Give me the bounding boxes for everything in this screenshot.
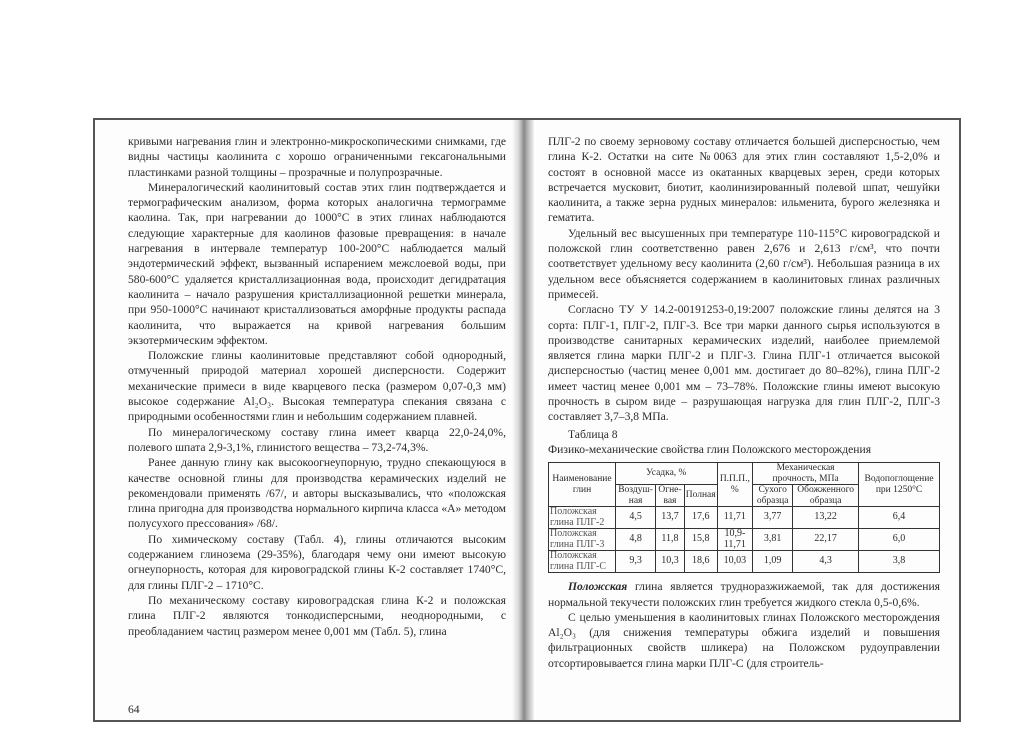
cell-ppp: 10,03	[717, 551, 752, 573]
header-water: Водопоглощение при 1250°С	[859, 463, 940, 507]
cell-total: 17,6	[684, 507, 717, 529]
table-row	[549, 507, 940, 529]
paragraph: Положские глины каолинитовые представляют собой однородный, отмученный природой материал хорошей дисперсности. Содержит механические примеси в виде кварцевого песка (размером 0,07-0,3 мм) высокое содержание Al₂O₃. Высокая температура спекания связана с природными особенностями глин и небольшим содержанием плавней.	[128, 349, 506, 424]
cell-air: 9,3	[616, 551, 656, 573]
table-row	[549, 551, 940, 573]
page-number: 64	[128, 703, 140, 716]
paragraph-text: глина является трудноразжижаемой, так для достижения нормальной текучести положских глин требуется жидкого стекла 0,5-0,6%.	[548, 580, 940, 609]
cell-dry: 3,77	[753, 507, 793, 529]
cell-ppp: 10,9-11,71	[717, 529, 752, 551]
cell-air: 4,8	[616, 529, 656, 551]
paragraph: По химическому составу (Табл. 4), глины отличаются высоким содержанием глинозема (29-35%), благодаря чему они имеют высокую огнеупорность, которая для кировоградской глины К-2 составляет 1740°С, для глины ПЛГ-2 – 1710°С.	[128, 532, 506, 592]
table-caption: Таблица 8	[568, 427, 618, 441]
header-shrinkage-total: Полная	[684, 485, 717, 507]
cell-fired: 4,3	[793, 551, 859, 573]
cell-name: Положская глина ПЛГ-3	[549, 529, 616, 551]
paragraph: Минералогический каолинитовый состав этих глин подтверждается и термографическим анализом, форма которых аналогична термограмме каолина. Так, при нагревании до 1000°С в этих глинах наблюдаются следующие характерные для каолинов фазовые превращения: в начале нагревания в интервале температур 100-200°С наблюдается малый эндотермический эффект, вызванный испарением межслоевой воды, при 580-600°С удаляется кристаллизационная вода, происходит дегидратация каолинита – начало разрушения кристаллизационной решетки минерала, при 950-1000°С начинают кристаллизоваться аморфные продукты распада каолинита, что выражается на кривой нагревания большим экзотермическим эффектом.	[128, 180, 506, 347]
cell-name: Положская глина ПЛГ-С	[549, 551, 616, 573]
header-shrinkage: Усадка, %	[616, 463, 718, 485]
paragraph: Удельный вес высушенных при температуре 110-115°С кировоградской и положской глин соответственно равен 2,676 и 2,613 г/см³, что почти соответствует удельному весу каолинита (2,60 г/см³). Небольшая разница в их удельном весе объясняется содержанием в каолинитовых глинах различных примесей.	[548, 226, 940, 301]
emphasized-word: Положская	[568, 580, 628, 594]
cell-total: 18,6	[684, 551, 717, 573]
cell-fire: 13,7	[656, 507, 685, 529]
paragraph: Ранее данную глину как высокоогнеупорную, трудно спекающуюся в качестве основной глины для производства керамических изделий не рекомендовали применять /67/, и авторы высказывались, что «положская глина пригодна для производства нормального кирпича класса «А» методом полусухого прессования» /68/.	[128, 456, 506, 531]
cell-fire: 11,8	[656, 529, 685, 551]
paragraph	[548, 579, 940, 610]
cell-ppp: 11,71	[717, 507, 752, 529]
cell-water: 6,4	[859, 507, 940, 529]
paragraph: ПЛГ-2 по своему зерновому составу отличается большей дисперсностью, чем глина К-2. Остатки на сите №0063 для этих глин составляют 1,5-2,0% и состоят в основной массе из окатанных кварцевых зерен, среди которых встречается мусковит, биотит, каолинизированный полевой шпат, чешуйки каолинита, а также зерна рудных минералов: ильменита, бурого железняка и гематита.	[548, 135, 940, 225]
paragraph: По минералогическому составу глина имеет кварца 22,0-24,0%, полевого шпата 2,9-3,1%, глинистого вещества – 73,2-74,3%.	[128, 425, 506, 454]
properties-table	[548, 462, 940, 573]
cell-water: 3,8	[859, 551, 940, 573]
cell-fired: 22,17	[793, 529, 859, 551]
header-strength-dry: Сухого образца	[753, 485, 793, 507]
paragraph: Согласно ТУ У 14.2-00191253-0,19:2007 положские глины делятся на 3 сорта: ПЛГ-1, ПЛГ-2, ПЛГ-3. Все три марки данного сырья используются в производстве санитарных керамических изделий, наиболее приемлемой является глина марки ПЛГ-2 и ПЛГ-3. Глина ПЛГ-1 отличается высокой дисперсностью (частиц менее 0,001 мм. достигает до 80–82%), глина ПЛГ-2 имеет частиц менее 0,001 мм – 73–78%. Положские глины имеют высокую прочность в сыром виде – разрушающая нагрузка для глин ПЛГ-2, ПЛГ-3 составляет 3,7–3,8 МПа.	[548, 303, 940, 424]
cell-fired: 13,22	[793, 507, 859, 529]
right-page	[548, 134, 940, 671]
table-row	[549, 529, 940, 551]
book-spine-shadow	[512, 120, 534, 720]
cell-total: 15,8	[684, 529, 717, 551]
header-ppp: П.П.П., %	[717, 463, 752, 507]
paragraph: По механическому составу кировоградская глина К-2 и положская глина ПЛГ-2 являются тонкодисперсными, неоднородными, с преобладанием частиц размером менее 0,001 мм (Табл. 5), глина	[128, 593, 506, 638]
header-name: Наименование глин	[549, 463, 616, 507]
table-title: Физико-механические свойства глин Положского месторождения	[548, 442, 872, 456]
header-strength: Механическая прочность, МПа	[753, 463, 859, 485]
cell-air: 4,5	[616, 507, 656, 529]
cell-water: 6,0	[859, 529, 940, 551]
cell-dry: 3,81	[753, 529, 793, 551]
paragraph: кривыми нагревания глин и электронно-микроскопическими снимками, где видны частицы каолинита с хорошо ограниченными гексагональными пластинками разной толщины – прозрачные и полупрозрачные.	[128, 135, 506, 179]
cell-dry: 1,09	[753, 551, 793, 573]
cell-name: Положская глина ПЛГ-2	[549, 507, 616, 529]
header-shrinkage-air: Воздуш-ная	[616, 485, 656, 507]
cell-fire: 10,3	[656, 551, 685, 573]
paragraph: С целью уменьшения в каолинитовых глинах Положского месторождения Al₂O₃ (для снижения температуры обжига изделий и повышения фильтрационных свойств шликера) на Положском рудоуправлении отсортировывается глина марки ПЛГ-С (для строитель-	[548, 610, 940, 670]
header-strength-fired: Обожженного образца	[793, 485, 859, 507]
header-shrinkage-fire: Огне-вая	[656, 485, 685, 507]
left-page	[128, 134, 506, 639]
